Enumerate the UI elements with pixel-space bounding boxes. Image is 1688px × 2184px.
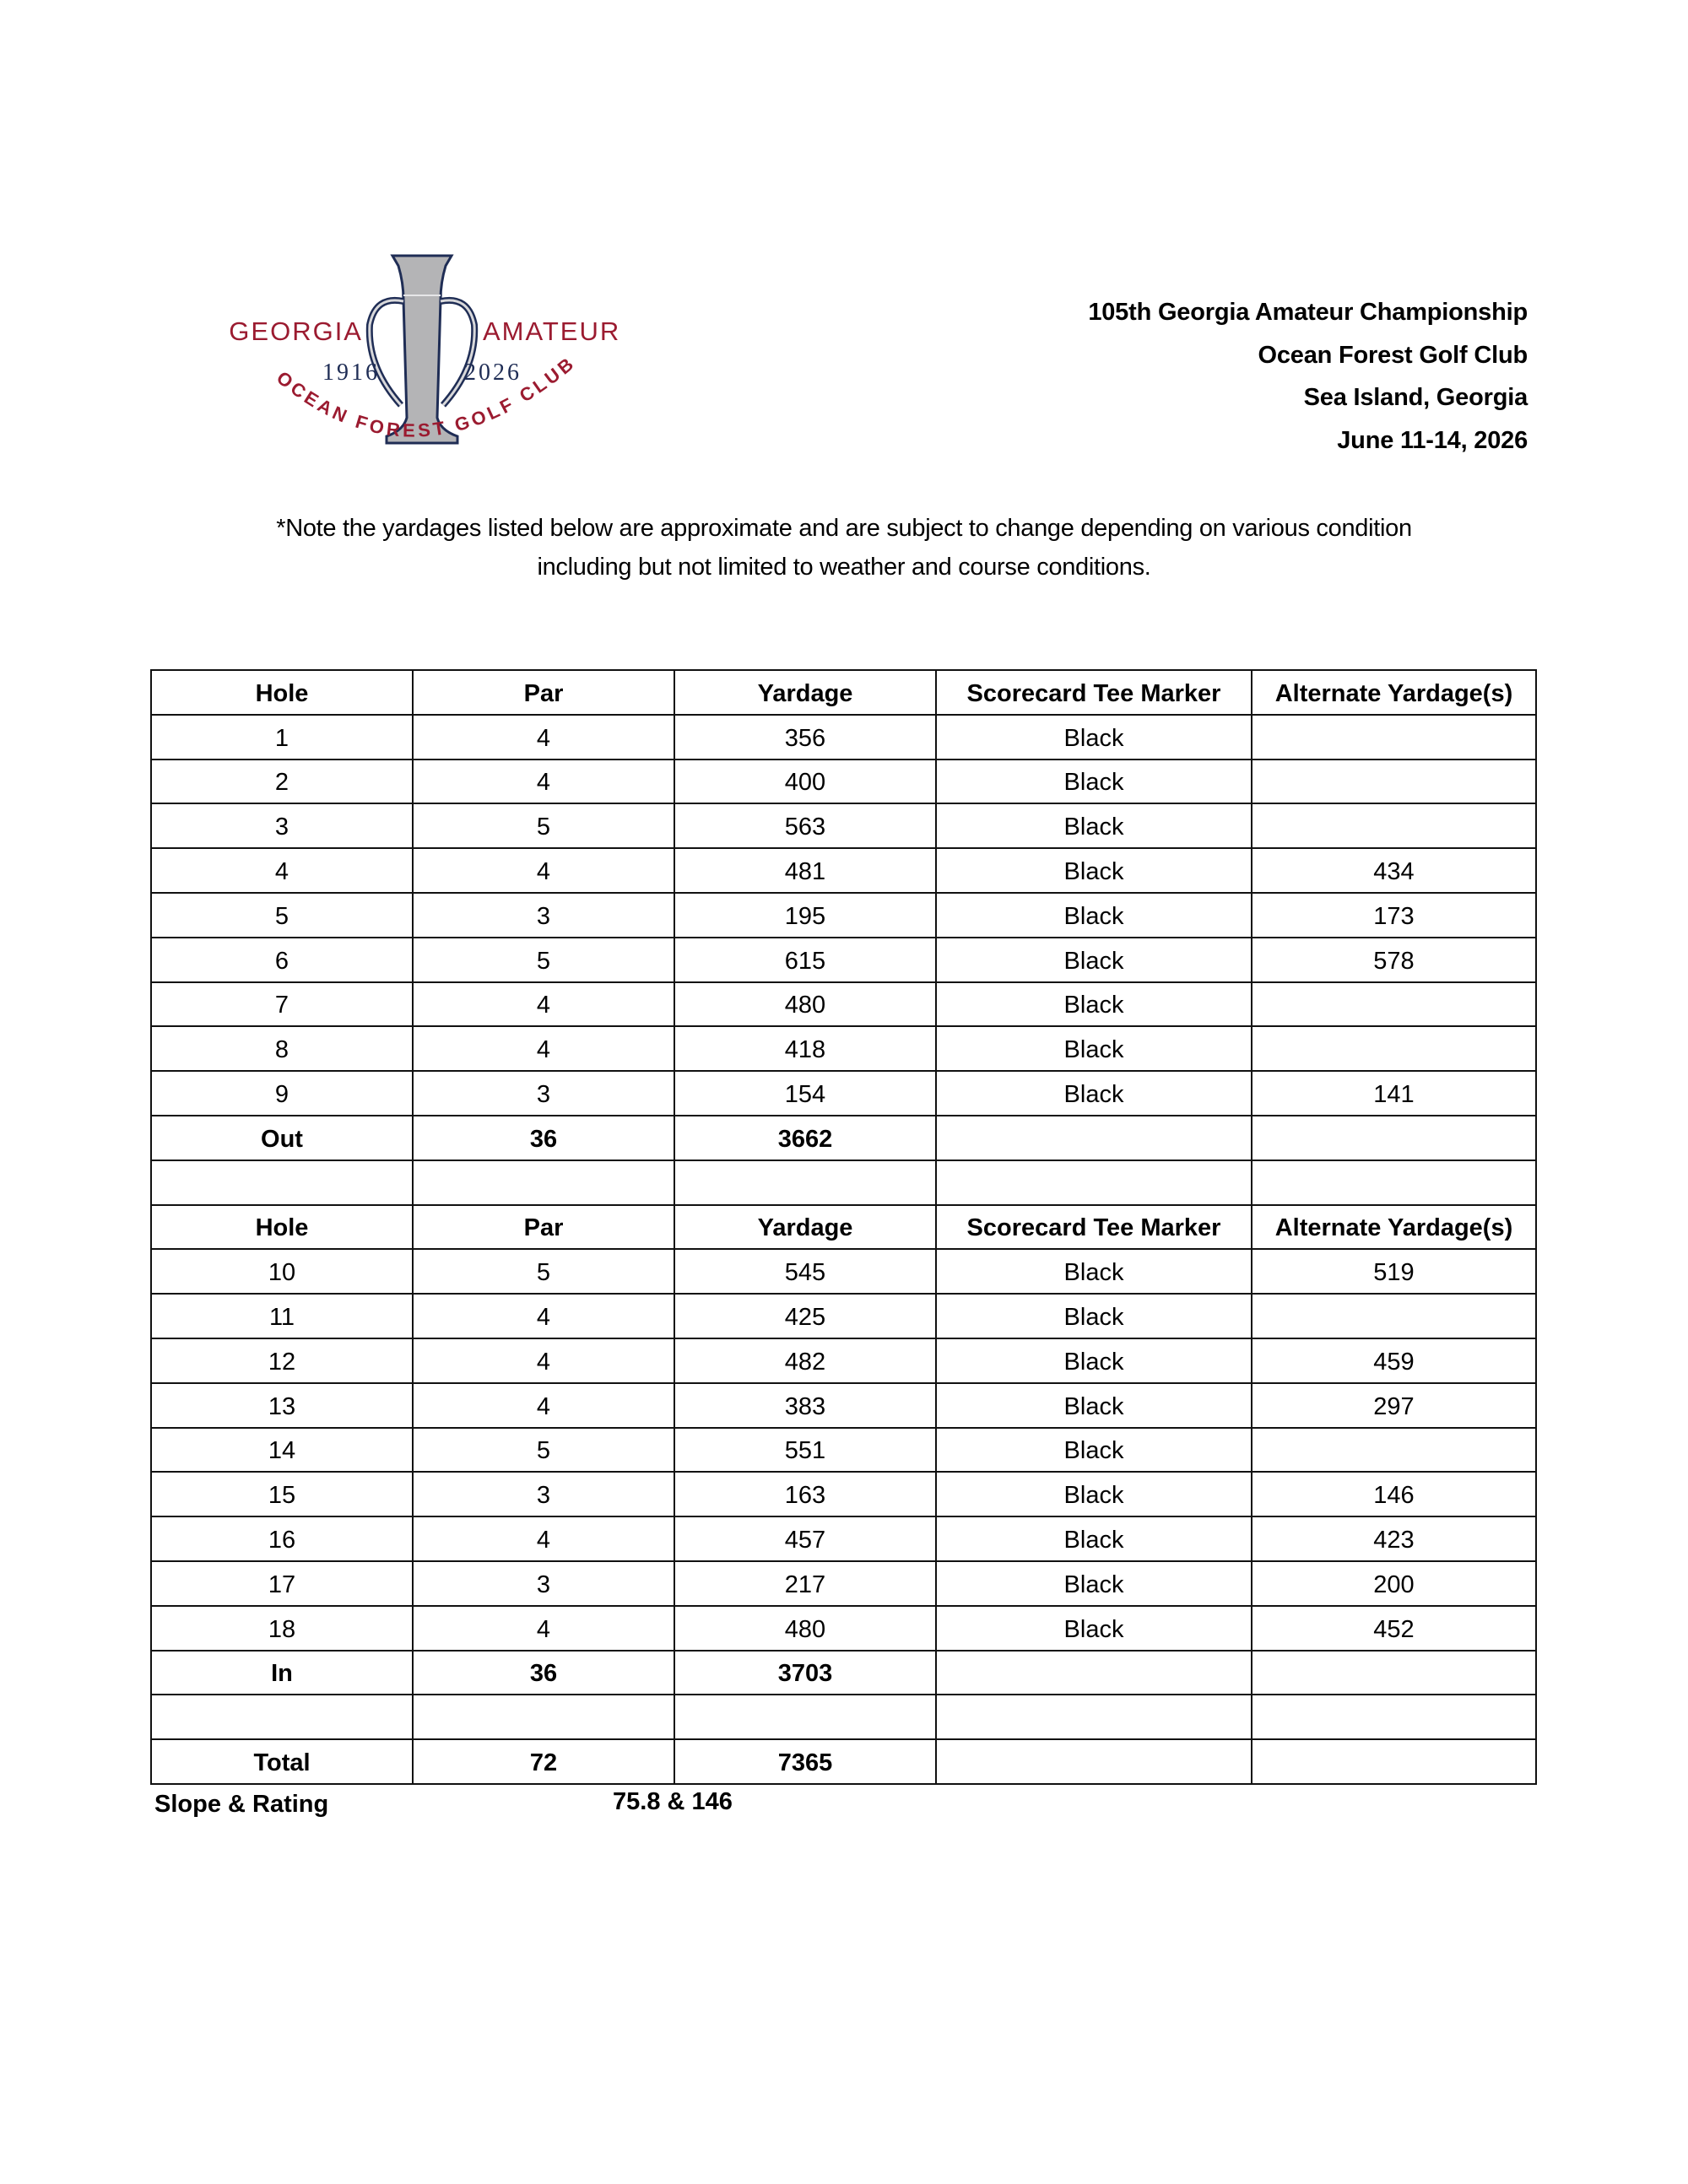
empty-cell — [151, 1695, 413, 1739]
empty-cell — [1252, 1116, 1536, 1160]
yardage-cell: 418 — [674, 1026, 936, 1071]
event-location: Sea Island, Georgia — [1303, 384, 1528, 411]
event-title: 105th Georgia Amateur Championship — [1088, 299, 1528, 326]
tee-marker-cell: Black — [936, 1338, 1252, 1383]
yardage-table-body — [151, 670, 1536, 1784]
table-row — [151, 982, 1536, 1027]
yardage-cell: 545 — [674, 1249, 936, 1294]
hole-cell: 17 — [151, 1561, 413, 1606]
tee-marker-cell: Black — [936, 893, 1252, 938]
table-row — [151, 848, 1536, 893]
par-cell: 3 — [413, 1472, 674, 1516]
alternate-yardage-cell: 519 — [1252, 1249, 1536, 1294]
par-cell: 4 — [413, 1338, 674, 1383]
empty-cell — [936, 1116, 1252, 1160]
out-yardage-cell: 3662 — [674, 1116, 936, 1160]
spacer-row — [151, 1695, 1536, 1739]
hole-cell: 5 — [151, 893, 413, 938]
alternate-yardage-cell: 297 — [1252, 1383, 1536, 1428]
empty-cell — [413, 1160, 674, 1205]
hole-cell: 11 — [151, 1294, 413, 1338]
hole-cell: 8 — [151, 1026, 413, 1071]
georgia-amateur-logo — [219, 249, 625, 451]
logo-arc-textpath: OCEAN FOREST GOLF CLUB — [272, 351, 580, 441]
table-row — [151, 1071, 1536, 1116]
alternate-yardage-cell: 146 — [1252, 1472, 1536, 1516]
column-header: Alternate Yardage(s) — [1252, 670, 1536, 715]
table-row — [151, 715, 1536, 760]
tee-marker-cell: Black — [936, 1383, 1252, 1428]
hole-cell: 4 — [151, 848, 413, 893]
par-cell: 4 — [413, 1383, 674, 1428]
par-cell: 3 — [413, 1071, 674, 1116]
tee-marker-cell: Black — [936, 982, 1252, 1027]
yardage-cell: 482 — [674, 1338, 936, 1383]
trophy-logo-graphic — [219, 249, 625, 451]
empty-cell — [151, 1160, 413, 1205]
par-cell: 4 — [413, 1516, 674, 1561]
empty-cell — [413, 1695, 674, 1739]
column-header: Alternate Yardage(s) — [1252, 1205, 1536, 1250]
yardage-table — [150, 669, 1537, 1785]
tee-marker-cell: Black — [936, 848, 1252, 893]
in-par-cell: 36 — [413, 1651, 674, 1695]
table-row — [151, 803, 1536, 848]
yardage-cell: 356 — [674, 715, 936, 760]
empty-cell — [674, 1695, 936, 1739]
empty-cell — [1252, 1739, 1536, 1784]
tee-marker-cell: Black — [936, 1071, 1252, 1116]
table-row — [151, 1249, 1536, 1294]
par-cell: 5 — [413, 938, 674, 982]
table-row — [151, 1338, 1536, 1383]
table-row — [151, 1516, 1536, 1561]
hole-cell: 14 — [151, 1428, 413, 1473]
par-cell: 3 — [413, 1561, 674, 1606]
slope-rating-value: 75.8 & 146 — [613, 1788, 733, 1815]
alternate-yardage-cell: 141 — [1252, 1071, 1536, 1116]
column-header: Hole — [151, 670, 413, 715]
tee-marker-cell: Black — [936, 938, 1252, 982]
tee-marker-cell: Black — [936, 760, 1252, 804]
alternate-yardage-cell: 452 — [1252, 1606, 1536, 1651]
alternate-yardage-cell — [1252, 1428, 1536, 1473]
par-cell: 5 — [413, 1249, 674, 1294]
alternate-yardage-cell: 459 — [1252, 1338, 1536, 1383]
in-yardage-cell: 3703 — [674, 1651, 936, 1695]
event-dates: June 11-14, 2026 — [1337, 426, 1528, 454]
par-cell: 4 — [413, 982, 674, 1027]
out-label-cell: Out — [151, 1116, 413, 1160]
table-row — [151, 1606, 1536, 1651]
empty-cell — [936, 1651, 1252, 1695]
table-row — [151, 760, 1536, 804]
empty-cell — [936, 1739, 1252, 1784]
alternate-yardage-cell: 578 — [1252, 938, 1536, 982]
hole-cell: 3 — [151, 803, 413, 848]
empty-cell — [936, 1160, 1252, 1205]
column-header: Yardage — [674, 1205, 936, 1250]
column-header: Hole — [151, 1205, 413, 1250]
hole-cell: 16 — [151, 1516, 413, 1561]
yardage-cell: 425 — [674, 1294, 936, 1338]
yardage-cell: 457 — [674, 1516, 936, 1561]
table-header-row-front — [151, 670, 1536, 715]
hole-cell: 2 — [151, 760, 413, 804]
hole-cell: 7 — [151, 982, 413, 1027]
tee-marker-cell: Black — [936, 1428, 1252, 1473]
alternate-yardage-cell — [1252, 803, 1536, 848]
par-cell: 4 — [413, 715, 674, 760]
alternate-yardage-cell — [1252, 1026, 1536, 1071]
logo-amateur-text: AMATEUR — [483, 316, 621, 346]
out-par-cell: 36 — [413, 1116, 674, 1160]
par-cell: 3 — [413, 893, 674, 938]
yardage-note — [169, 509, 1519, 587]
logo-year-start: 1916 — [322, 359, 380, 386]
empty-cell — [1252, 1160, 1536, 1205]
empty-cell — [1252, 1651, 1536, 1695]
spacer-row — [151, 1160, 1536, 1205]
yardage-cell: 154 — [674, 1071, 936, 1116]
table-row — [151, 893, 1536, 938]
alternate-yardage-cell: 423 — [1252, 1516, 1536, 1561]
par-cell: 4 — [413, 1606, 674, 1651]
summary-row-in — [151, 1651, 1536, 1695]
column-header: Scorecard Tee Marker — [936, 1205, 1252, 1250]
alternate-yardage-cell: 434 — [1252, 848, 1536, 893]
yardage-cell: 163 — [674, 1472, 936, 1516]
alternate-yardage-cell — [1252, 760, 1536, 804]
table-row — [151, 938, 1536, 982]
yardage-cell: 400 — [674, 760, 936, 804]
par-cell: 4 — [413, 760, 674, 804]
yardage-cell: 217 — [674, 1561, 936, 1606]
yardage-cell: 563 — [674, 803, 936, 848]
tee-marker-cell: Black — [936, 1249, 1252, 1294]
note-line-1: *Note the yardages listed below are approximate and are subject to change depending on various condition — [276, 515, 1412, 542]
tee-marker-cell: Black — [936, 1516, 1252, 1561]
table-row — [151, 1294, 1536, 1338]
slope-rating-label: Slope & Rating — [154, 1791, 329, 1818]
tee-marker-cell: Black — [936, 715, 1252, 760]
hole-cell: 18 — [151, 1606, 413, 1651]
hole-cell: 15 — [151, 1472, 413, 1516]
alternate-yardage-cell — [1252, 715, 1536, 760]
table-row — [151, 1472, 1536, 1516]
empty-cell — [1252, 1695, 1536, 1739]
alternate-yardage-cell — [1252, 1294, 1536, 1338]
tee-marker-cell: Black — [936, 1026, 1252, 1071]
empty-cell — [674, 1160, 936, 1205]
table-row — [151, 1561, 1536, 1606]
yardage-cell: 551 — [674, 1428, 936, 1473]
hole-cell: 9 — [151, 1071, 413, 1116]
summary-row-total — [151, 1739, 1536, 1784]
tee-marker-cell: Black — [936, 803, 1252, 848]
table-row — [151, 1428, 1536, 1473]
yardage-cell: 615 — [674, 938, 936, 982]
par-cell: 5 — [413, 1428, 674, 1473]
hole-cell: 10 — [151, 1249, 413, 1294]
tee-marker-cell: Black — [936, 1472, 1252, 1516]
tee-marker-cell: Black — [936, 1606, 1252, 1651]
column-header: Par — [413, 1205, 674, 1250]
logo-georgia-text: GEORGIA — [229, 316, 363, 346]
logo-year-end: 2026 — [464, 359, 522, 386]
yardage-cell: 480 — [674, 982, 936, 1027]
total-label-cell: Total — [151, 1739, 413, 1784]
alternate-yardage-cell: 173 — [1252, 893, 1536, 938]
summary-row-out — [151, 1116, 1536, 1160]
hole-cell: 12 — [151, 1338, 413, 1383]
column-header: Par — [413, 670, 674, 715]
par-cell: 4 — [413, 1026, 674, 1071]
alternate-yardage-cell — [1252, 982, 1536, 1027]
event-header — [1088, 291, 1528, 462]
table-row — [151, 1383, 1536, 1428]
table-row — [151, 1026, 1536, 1071]
alternate-yardage-cell: 200 — [1252, 1561, 1536, 1606]
tee-marker-cell: Black — [936, 1294, 1252, 1338]
yardage-cell: 481 — [674, 848, 936, 893]
event-venue: Ocean Forest Golf Club — [1258, 341, 1528, 369]
hole-cell: 1 — [151, 715, 413, 760]
par-cell: 4 — [413, 1294, 674, 1338]
in-label-cell: In — [151, 1651, 413, 1695]
hole-cell: 6 — [151, 938, 413, 982]
total-yardage-cell: 7365 — [674, 1739, 936, 1784]
yardage-cell: 480 — [674, 1606, 936, 1651]
column-header: Scorecard Tee Marker — [936, 670, 1252, 715]
hole-cell: 13 — [151, 1383, 413, 1428]
yardage-cell: 195 — [674, 893, 936, 938]
par-cell: 4 — [413, 848, 674, 893]
tee-marker-cell: Black — [936, 1561, 1252, 1606]
total-par-cell: 72 — [413, 1739, 674, 1784]
column-header: Yardage — [674, 670, 936, 715]
note-line-2: including but not limited to weather and course conditions. — [537, 554, 1151, 581]
par-cell: 5 — [413, 803, 674, 848]
table-header-row-back — [151, 1205, 1536, 1250]
empty-cell — [936, 1695, 1252, 1739]
yardage-cell: 383 — [674, 1383, 936, 1428]
